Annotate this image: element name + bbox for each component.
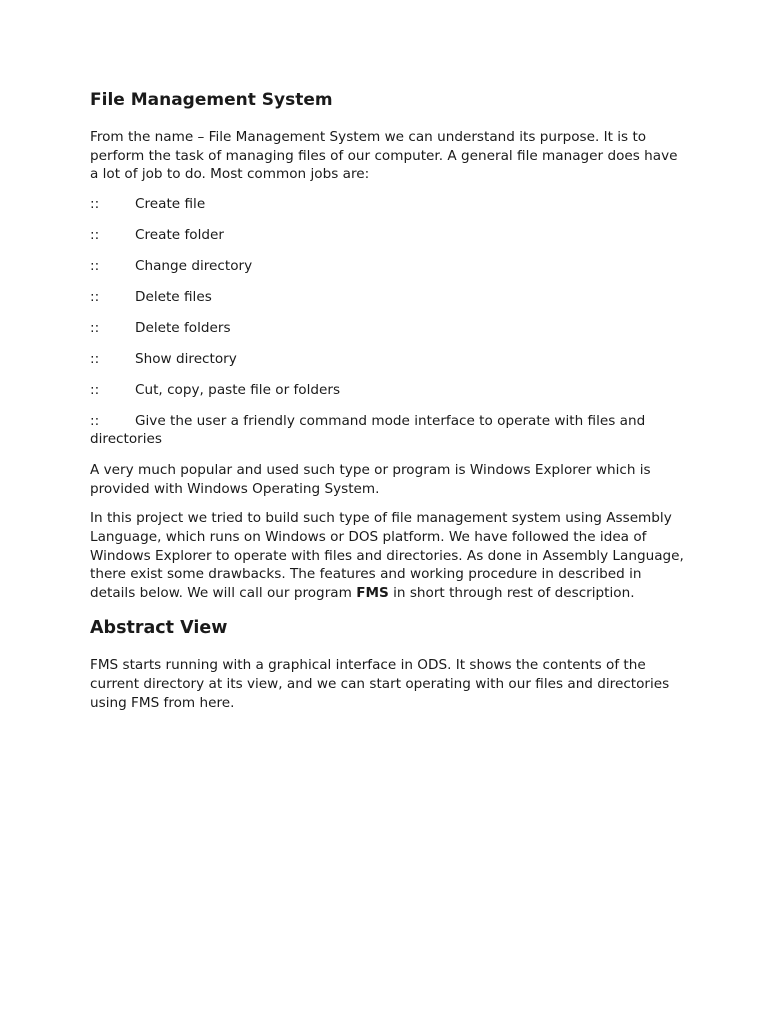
list-item-text: Change directory (135, 257, 253, 274)
list-item-text: Delete files (135, 288, 212, 305)
project-text-start: In this project we tried to build such type of file management system using Assembly Language, which runs on Windows or DOS platform. We have followed the idea of Windows Explorer to operate with files and directories. As done in Assembly Language, there exist some drawbacks. The features and working procedure in described in details below. We will call our program (90, 510, 684, 601)
list-item (90, 226, 690, 245)
bullet-marker: :: (90, 226, 100, 243)
bullet-marker: :: (90, 195, 100, 212)
list-item (90, 319, 690, 338)
fms-emphasis: FMS (356, 584, 389, 601)
bullet-marker: :: (90, 350, 100, 367)
list-item-text: Cut, copy, paste file or folders (135, 381, 341, 398)
list-item-text: Delete folders (135, 319, 231, 336)
bullet-marker: :: (90, 319, 100, 336)
list-item (90, 381, 690, 400)
bullet-marker: :: (90, 381, 100, 398)
project-text-end: in short through rest of description. (388, 584, 635, 601)
list-item (90, 350, 690, 369)
document-page (90, 88, 690, 723)
bullet-marker: :: (90, 288, 100, 305)
intro-paragraph: From the name – File Management System we can understand its purpose. It is to perform the task of managing files of our computer. A general file manager does have a lot of job to do. Most common jobs are: (90, 129, 678, 183)
project-paragraph (90, 509, 690, 602)
explorer-paragraph: A very much popular and used such type or program is Windows Explorer which is provided with Windows Operating System. (90, 462, 651, 497)
bullet-marker: :: (90, 257, 100, 274)
list-item-text: Give the user a friendly command mode interface to operate with files and directories (90, 412, 646, 448)
jobs-list (90, 195, 690, 449)
list-item (90, 195, 690, 214)
abstract-paragraph: FMS starts running with a graphical interface in ODS. It shows the contents of the current directory at its view, and we can start operating with our files and directories using FMS from here. (90, 657, 670, 711)
list-item-text: Create file (135, 195, 206, 212)
section-title-abstract-view: Abstract View (90, 618, 228, 639)
list-item-text: Create folder (135, 226, 224, 243)
list-item (90, 257, 690, 276)
list-item-text: Show directory (135, 350, 237, 367)
list-item (90, 412, 690, 449)
bullet-marker: :: (90, 412, 100, 429)
list-item (90, 288, 690, 307)
section-title-file-management-system: File Management System (90, 90, 333, 110)
